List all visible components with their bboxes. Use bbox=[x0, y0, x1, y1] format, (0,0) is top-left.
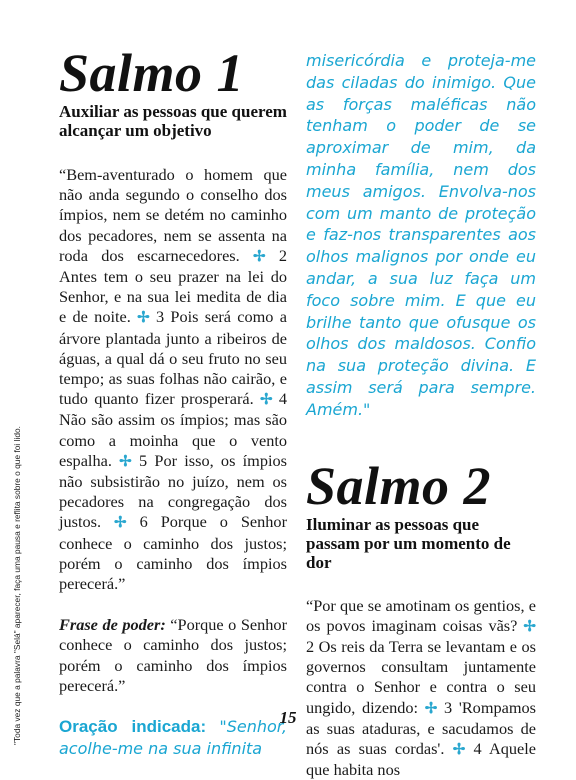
side-note: "Toda vez que a palavra "Selá" aparecer, faça uma pausa e reflita sobre o que foi lido. bbox=[12, 426, 22, 745]
right-column bbox=[306, 0, 536, 780]
psalm2-subtitle: Iluminar as pessoas que passam por um momento de dor bbox=[306, 514, 511, 572]
psalm2-title: Salmo 2 bbox=[306, 455, 492, 516]
cross-icon: ✢ bbox=[252, 248, 266, 265]
cross-icon: ✢ bbox=[119, 453, 132, 470]
cross-icon: ✢ bbox=[424, 700, 438, 717]
psalm1-verse-6: 6 Porque o Senhor conhece o caminho dos justos; porém o caminho dos ímpios perecerá.” bbox=[59, 512, 287, 594]
prayer-continued: misericórdia e proteja-me das ciladas do inimigo. Que as forças maléficas não tenham o poder de se aproximar de mim, da minha família, nem dos meus amigos. Envolva-nos com um manto de proteção e faz-nos transparentes aos olhos malignos por onde eu andar, a sua luz faça um foco sobre mim. E que eu brilhe tanto que ofusque os olhos dos maldosos. Confio na sua proteção divina. E assim será para sempre. Amém." bbox=[306, 51, 536, 419]
psalm1-verse-3: 3 Pois será como a árvore plantada junto a ribeiros de águas, a qual dá o seu fruto no seu tempo; as suas folhas não cairão, e tudo quanto fizer prosperará. bbox=[59, 307, 287, 409]
cross-icon: ✢ bbox=[137, 310, 150, 327]
cross-icon: ✢ bbox=[523, 618, 536, 635]
psalm1-title: Salmo 1 bbox=[59, 43, 245, 103]
psalm1-subtitle: Auxiliar as pessoas que querem alcançar um objetivo bbox=[59, 102, 287, 140]
frase-label: Frase de poder: bbox=[59, 615, 166, 635]
psalm2-verse-3: 3 'Rompamos as suas ataduras, e sacudamos de nós as suas cordas'. bbox=[306, 697, 536, 758]
psalm1-verse-4: 4 Não são assim os ímpios; mas são como a moinha que o vento espalha. bbox=[59, 389, 288, 470]
psalm1-verse-1: “Bem-aventurado o homem que não anda segundo o conselho dos ímpios, nem se detém no caminho dos pecadores, nem se assenta na roda dos escarnecedores. bbox=[59, 165, 287, 265]
left-column bbox=[59, 0, 287, 759]
oracao-label: Oração indicada: bbox=[59, 717, 207, 737]
psalm2-verse-1: “Por que se amotinam os gentios, e os povos imaginam coisas vãs? bbox=[306, 595, 536, 635]
frase-text: “Porque o Senhor conhece o caminho dos justos; porém o caminho dos ímpios perecerá.” bbox=[59, 615, 287, 695]
cross-icon: ✢ bbox=[452, 741, 466, 758]
cross-icon: ✢ bbox=[114, 515, 127, 532]
page-number: 15 bbox=[279, 708, 297, 727]
cross-icon: ✢ bbox=[260, 392, 273, 409]
psalm1-verse-2: 2 Antes tem o seu prazer na lei do Senhor, e na sua lei medita de dia e de noite. bbox=[59, 245, 287, 327]
oracao-text: "Senhor, acolhe-me na sua infinita bbox=[59, 717, 287, 758]
psalm1-body bbox=[59, 165, 287, 594]
psalm2-body bbox=[306, 596, 536, 780]
psalm2-verse-4: 4 Aquele que habita nos bbox=[306, 738, 537, 780]
psalm2-verse-2: 2 Os reis da Terra se levantam e os governos consultam juntamente contra o Senhor e contra o seu ungido, dizendo: bbox=[306, 636, 536, 717]
psalm1-verse-5: 5 Por isso, os ímpios não subsistirão no juízo, nem os pecadores na congregação dos justos. bbox=[59, 450, 287, 532]
frase-de-poder bbox=[59, 615, 287, 696]
